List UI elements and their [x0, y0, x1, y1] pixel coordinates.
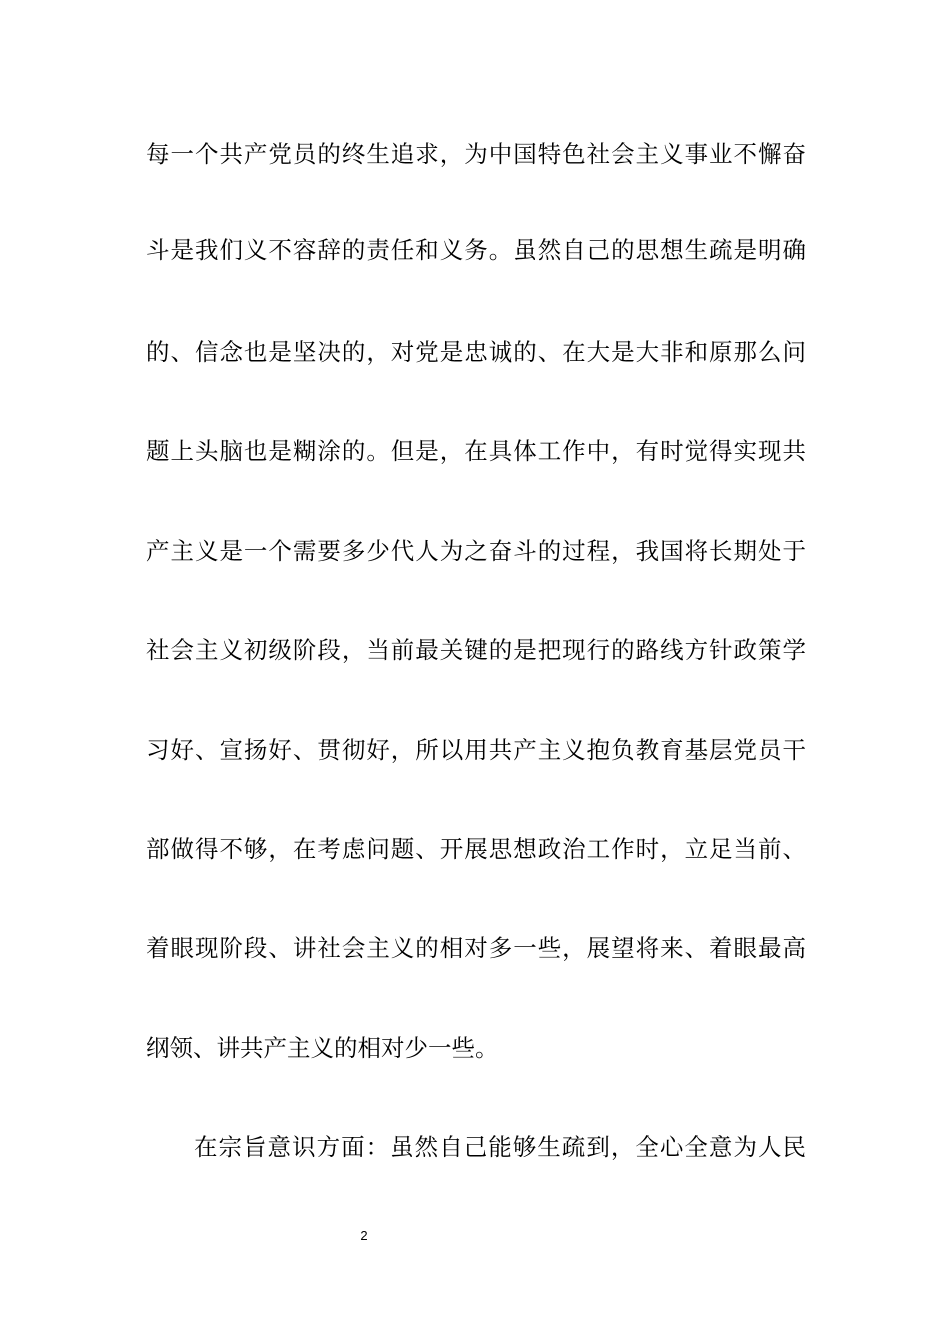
text-line: 斗是我们义不容辞的责任和义务。虽然自己的思想生疏是明确: [146, 236, 806, 264]
text-line: 每一个共产党员的终生追求，为中国特色社会主义事业不懈奋: [146, 140, 806, 168]
text-line: 产主义是一个需要多少代人为之奋斗的过程，我国将长期处于: [146, 537, 806, 565]
text-line: 着眼现阶段、讲社会主义的相对多一些，展望将来、着眼最高: [146, 934, 806, 962]
text-line: 的、信念也是坚决的，对党是忠诚的、在大是大非和原那么问: [146, 338, 806, 366]
text-line: 在宗旨意识方面：虽然自己能够生疏到，全心全意为人民: [194, 1133, 806, 1161]
text-line: 题上头脑也是糊涂的。但是，在具体工作中，有时觉得实现共: [146, 437, 806, 465]
text-line: 纲领、讲共产主义的相对少一些。: [146, 1034, 499, 1062]
text-line: 部做得不够，在考虑问题、开展思想政治工作时，立足当前、: [146, 835, 806, 863]
text-line: 习好、宣扬好、贯彻好，所以用共产主义抱负教育基层党员干: [146, 736, 806, 764]
text-line: 社会主义初级阶段，当前最关键的是把现行的路线方针政策学: [146, 636, 806, 664]
page-number: 2: [360, 1228, 368, 1243]
